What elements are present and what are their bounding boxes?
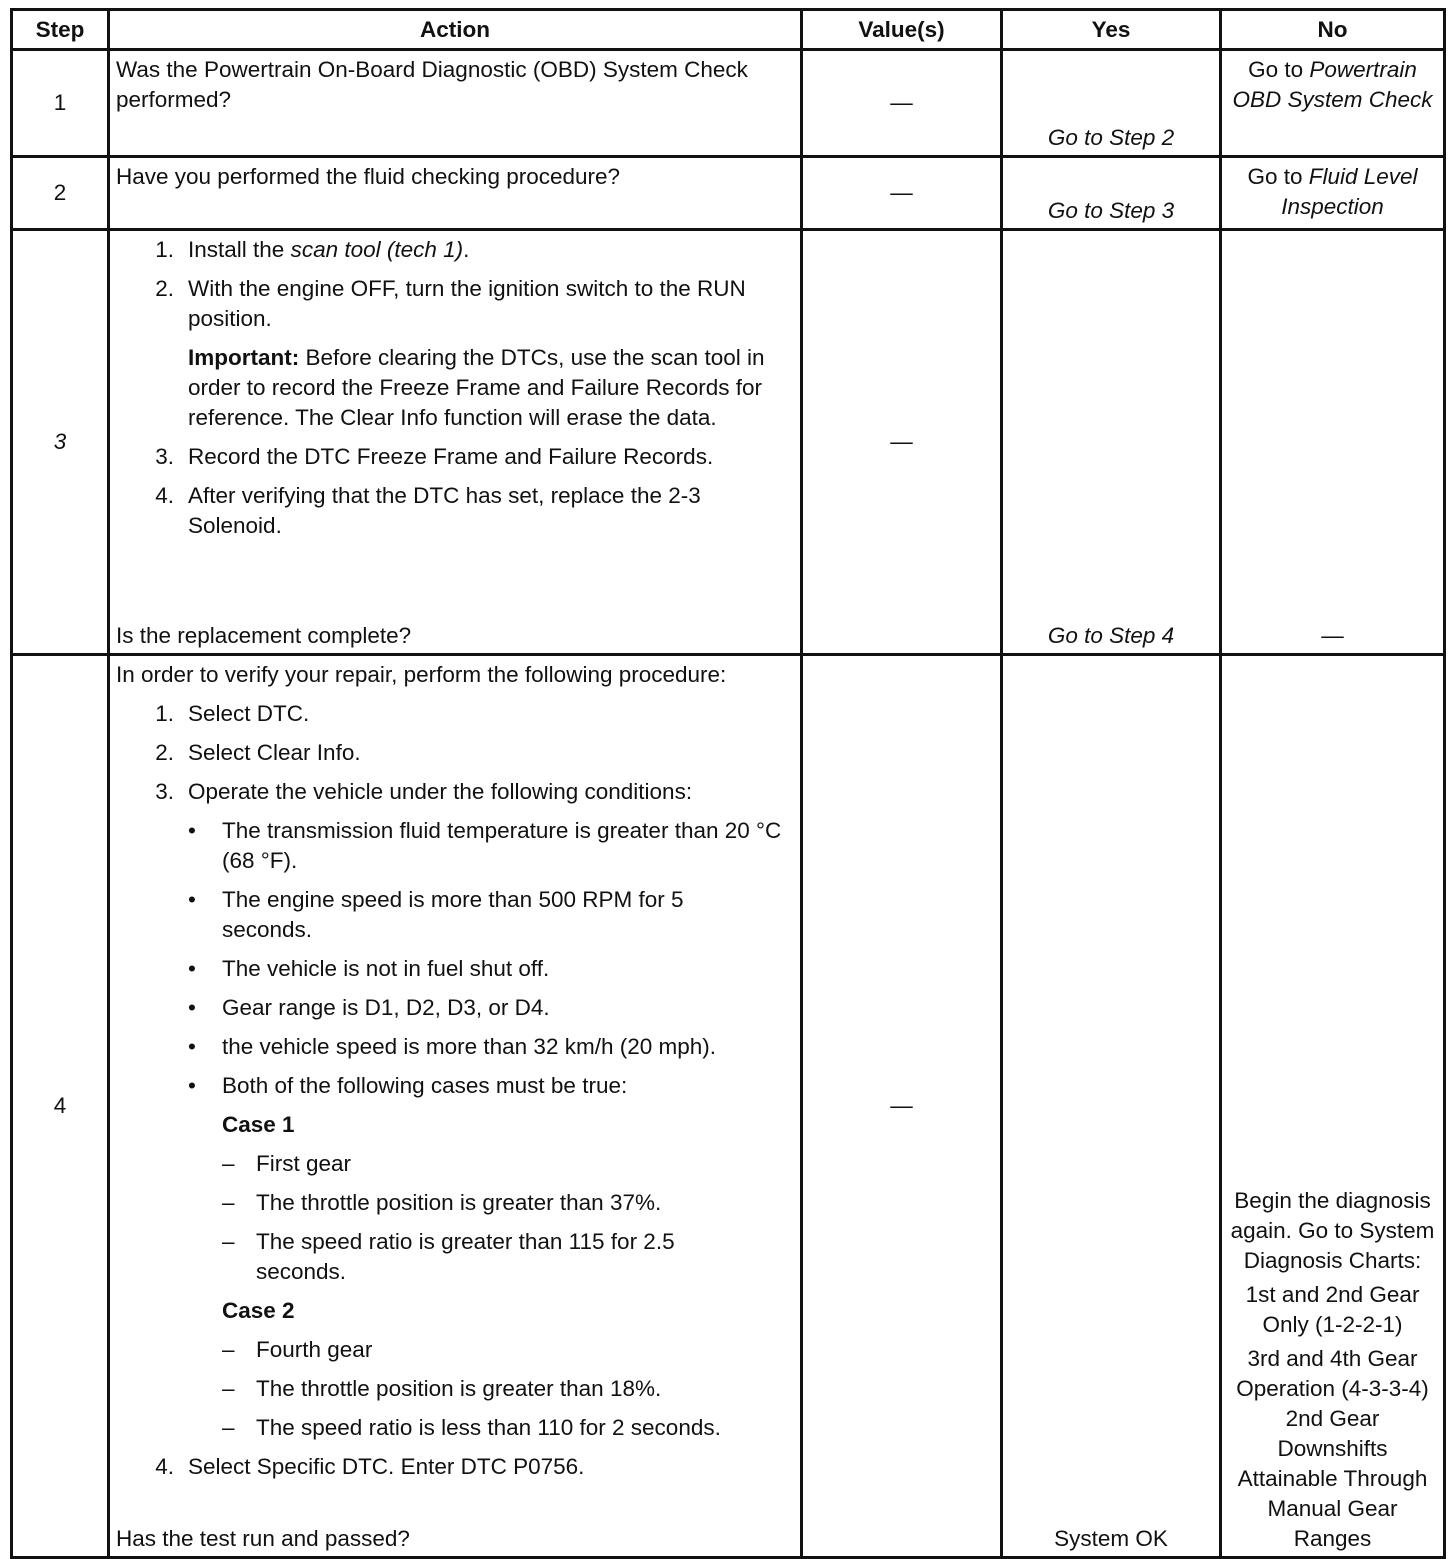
case-item [116, 1374, 792, 1404]
dash-icon: – [222, 1190, 235, 1215]
condition-item [116, 1071, 792, 1101]
step-number [12, 230, 109, 655]
header-no: No [1221, 10, 1445, 50]
intro-text: In order to verify your repair, perform the following procedure: [116, 662, 727, 687]
condition-item [116, 816, 792, 876]
no-link[interactable]: Fluid Level Inspection [1281, 164, 1418, 219]
header-yes: Yes [1002, 10, 1221, 50]
case-item [116, 1188, 792, 1218]
header-action: Action [109, 10, 802, 50]
no-text: — [1321, 623, 1344, 648]
condition-text: the vehicle speed is more than 32 km/h (20 mph). [222, 1034, 717, 1059]
list-item [116, 777, 792, 807]
diagnostic-table [10, 8, 1446, 1559]
case-text: The throttle position is greater than 37%. [256, 1190, 662, 1215]
case-text: Fourth gear [256, 1337, 373, 1362]
case-text: First gear [256, 1151, 352, 1176]
item-text: Operate the vehicle under the following conditions: [188, 779, 693, 804]
list-item [116, 738, 792, 768]
item-text: Record the DTC Freeze Frame and Failure Records. [188, 444, 714, 469]
important-label: Important: [188, 345, 300, 370]
yes-link[interactable]: Go to Step 4 [1047, 623, 1175, 648]
yes-cell [1002, 157, 1221, 230]
condition-text: Both of the following cases must be true: [222, 1073, 628, 1098]
no-content [1222, 1186, 1443, 1554]
item-number: 3. [155, 444, 174, 469]
item-number: 4. [155, 1454, 174, 1479]
bullet-icon: • [188, 1073, 196, 1098]
yes-text: System OK [1054, 1526, 1168, 1551]
condition-item [116, 954, 792, 984]
no-link[interactable]: Powertrain OBD System Check [1232, 57, 1433, 112]
item-number: 2. [155, 740, 174, 765]
list-item [116, 1452, 792, 1482]
header-row [12, 10, 1445, 50]
table-row [12, 230, 1445, 655]
item-number: 3. [155, 779, 174, 804]
case-item [116, 1335, 792, 1365]
item-text-pre: Install the [188, 237, 291, 262]
value-cell: — [802, 50, 1002, 157]
list-item [116, 442, 792, 472]
no-cell [1221, 230, 1445, 655]
yes-link[interactable]: Go to Step 3 [1047, 198, 1175, 223]
yes-link[interactable]: Go to Step 2 [1047, 125, 1175, 150]
condition-text: The vehicle is not in fuel shut off. [222, 956, 550, 981]
no-text: Begin the diagnosis again. Go to System Diagnosis Charts: [1230, 1188, 1435, 1273]
condition-item [116, 885, 792, 945]
item-number: 2. [155, 276, 174, 301]
bullet-icon: • [188, 887, 196, 912]
no-link-text[interactable]: 3rd and 4th Gear Operation (4-3-3-4) 2nd Gear Downshifts Attainable Through Manual Gear Ranges [1236, 1346, 1429, 1551]
action-text: Was the Powertrain On-Board Diagnostic (OBD) System Check performed? [109, 50, 802, 157]
item-text: Select DTC. [188, 701, 310, 726]
step-number: 4 [12, 655, 109, 1558]
no-cell [1221, 157, 1445, 230]
no-cell [1221, 50, 1445, 157]
dash-icon: – [222, 1376, 235, 1401]
no-cell [1221, 655, 1445, 1558]
action-cell [109, 655, 802, 1558]
condition-text: Gear range is D1, D2, D3, or D4. [222, 995, 550, 1020]
condition-item [116, 993, 792, 1023]
header-values: Value(s) [802, 10, 1002, 50]
important-note [116, 343, 792, 433]
condition-item [116, 1032, 792, 1062]
item-text: After verifying that the DTC has set, replace the 2-3 Solenoid. [188, 483, 701, 538]
table-row [12, 655, 1445, 1558]
yes-cell [1002, 50, 1221, 157]
case-text: The speed ratio is less than 110 for 2 seconds. [256, 1415, 721, 1440]
yes-cell [1002, 655, 1221, 1558]
bullet-icon: • [188, 1034, 196, 1059]
item-text [188, 235, 469, 265]
no-prefix: Go to [1248, 57, 1310, 82]
case-heading: Case 1 [222, 1112, 295, 1137]
list-item [116, 481, 792, 541]
value-cell: — [802, 230, 1002, 655]
dash-icon: – [222, 1337, 235, 1362]
action-text: Have you performed the fluid checking procedure? [109, 157, 802, 230]
important-text: Before clearing the DTCs, use the scan tool in order to record the Freeze Frame and Failure Records for reference. The Clear Info function will erase the data. [188, 345, 765, 430]
table-row [12, 157, 1445, 230]
item-text: Select Clear Info. [188, 740, 361, 765]
item-number: 1. [155, 237, 174, 262]
scan-tool-link[interactable]: scan tool (tech 1) [290, 237, 464, 262]
no-prefix: Go to [1247, 164, 1309, 189]
question: Is the replacement complete? [116, 623, 412, 648]
dash-icon: – [222, 1229, 235, 1254]
yes-cell [1002, 230, 1221, 655]
item-text-post: . [463, 237, 470, 262]
dash-icon: – [222, 1151, 235, 1176]
table-row [12, 50, 1445, 157]
header-step: Step [12, 10, 109, 50]
condition-text: The transmission fluid temperature is greater than 20 °C (68 °F). [222, 818, 782, 873]
bullet-icon: • [188, 995, 196, 1020]
list-item [116, 274, 792, 334]
case-text: The throttle position is greater than 18%. [256, 1376, 662, 1401]
case-item [116, 1149, 792, 1179]
case-text: The speed ratio is greater than 115 for 2.5 seconds. [256, 1229, 675, 1284]
action-cell [109, 230, 802, 655]
bullet-icon: • [188, 818, 196, 843]
list-item [116, 235, 792, 265]
item-text: With the engine OFF, turn the ignition switch to the RUN position. [188, 276, 746, 331]
dash-icon: – [222, 1415, 235, 1440]
no-link-text[interactable]: 1st and 2nd Gear Only (1-2-2-1) [1245, 1282, 1420, 1337]
item-text: Select Specific DTC. Enter DTC P0756. [188, 1454, 585, 1479]
step-number-text: 3 [53, 429, 67, 454]
bullet-icon: • [188, 956, 196, 981]
question: Has the test run and passed? [116, 1526, 410, 1551]
step-number: 2 [12, 157, 109, 230]
condition-text: The engine speed is more than 500 RPM for 5 seconds. [222, 887, 684, 942]
item-number: 1. [155, 701, 174, 726]
step-number: 1 [12, 50, 109, 157]
case-item [116, 1227, 792, 1287]
value-cell: — [802, 655, 1002, 1558]
list-item [116, 699, 792, 729]
case-heading: Case 2 [222, 1298, 295, 1323]
value-cell: — [802, 157, 1002, 230]
case-item [116, 1413, 792, 1443]
item-number: 4. [155, 483, 174, 508]
